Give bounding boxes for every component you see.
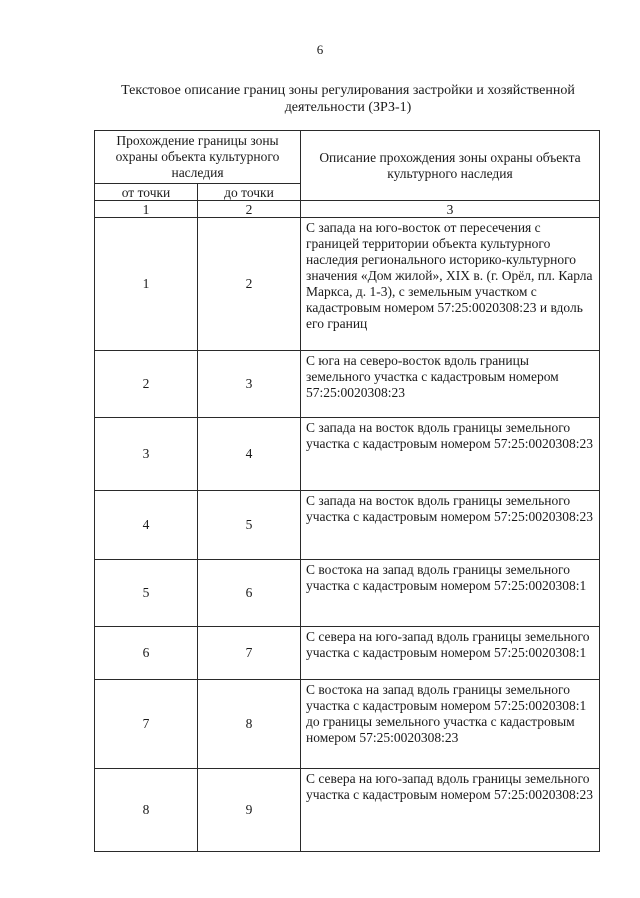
description-cell: С востока на запад вдоль границы земельного участка с кадастровым номером 57:25:0020308:1 до границы земельного участка с кадастровым номером 57:25:0020308:23 [301, 680, 600, 769]
from-point-cell: 4 [95, 491, 198, 560]
description-cell: С юга на северо-восток вдоль границы земельного участка с кадастровым номером 57:25:0020308:23 [301, 351, 600, 418]
column-number-1: 1 [95, 201, 198, 218]
table-row [95, 351, 600, 418]
table-row [95, 769, 600, 852]
table-row [95, 418, 600, 491]
header-from-point: от точки [95, 184, 198, 201]
description-cell: С севера на юго-запад вдоль границы земельного участка с кадастровым номером 57:25:0020308:23 [301, 769, 600, 852]
table-row [95, 627, 600, 680]
to-point-cell: 3 [198, 351, 301, 418]
column-number-3: 3 [301, 201, 600, 218]
description-cell: С севера на юго-запад вдоль границы земельного участка с кадастровым номером 57:25:0020308:1 [301, 627, 600, 680]
to-point-cell: 9 [198, 769, 301, 852]
from-point-cell: 8 [95, 769, 198, 852]
to-point-cell: 6 [198, 560, 301, 627]
page-number: 6 [316, 42, 324, 57]
header-to-point: до точки [198, 184, 301, 201]
to-point-cell: 8 [198, 680, 301, 769]
from-point-cell: 7 [95, 680, 198, 769]
to-point-cell: 5 [198, 491, 301, 560]
description-cell: С запада на восток вдоль границы земельного участка с кадастровым номером 57:25:0020308:23 [301, 418, 600, 491]
from-point-cell: 6 [95, 627, 198, 680]
description-cell: С запада на юго-восток от пересечения с границей территории объекта культурного наследия регионального историко-культурного значения «Дом жилой», XIX в. (г. Орёл, пл. Карла Маркса, д. 1-3), с земельным участком с кадастровым номером 57:25:0020308:23 и вдоль его границ [301, 218, 600, 351]
page-title [98, 82, 598, 116]
column-number-2: 2 [198, 201, 301, 218]
table-row [95, 560, 600, 627]
from-point-cell: 1 [95, 218, 198, 351]
page-title-line-1: Текстовое описание границ зоны регулирования застройки и хозяйственной [121, 83, 575, 98]
to-point-cell: 4 [198, 418, 301, 491]
page-title-line-2: деятельности (ЗРЗ-1) [284, 100, 412, 115]
to-point-cell: 2 [198, 218, 301, 351]
table-row [95, 218, 600, 351]
from-point-cell: 2 [95, 351, 198, 418]
header-boundary-passage: Прохождение границы зоны охраны объекта культурного наследия [95, 131, 301, 184]
description-cell: С запада на восток вдоль границы земельного участка с кадастровым номером 57:25:0020308:23 [301, 491, 600, 560]
boundary-table [94, 130, 600, 852]
header-description: Описание прохождения зоны охраны объекта культурного наследия [301, 131, 600, 201]
from-point-cell: 5 [95, 560, 198, 627]
description-cell: С востока на запад вдоль границы земельного участка с кадастровым номером 57:25:0020308:1 [301, 560, 600, 627]
to-point-cell: 7 [198, 627, 301, 680]
from-point-cell: 3 [95, 418, 198, 491]
table-row [95, 491, 600, 560]
table-row [95, 680, 600, 769]
